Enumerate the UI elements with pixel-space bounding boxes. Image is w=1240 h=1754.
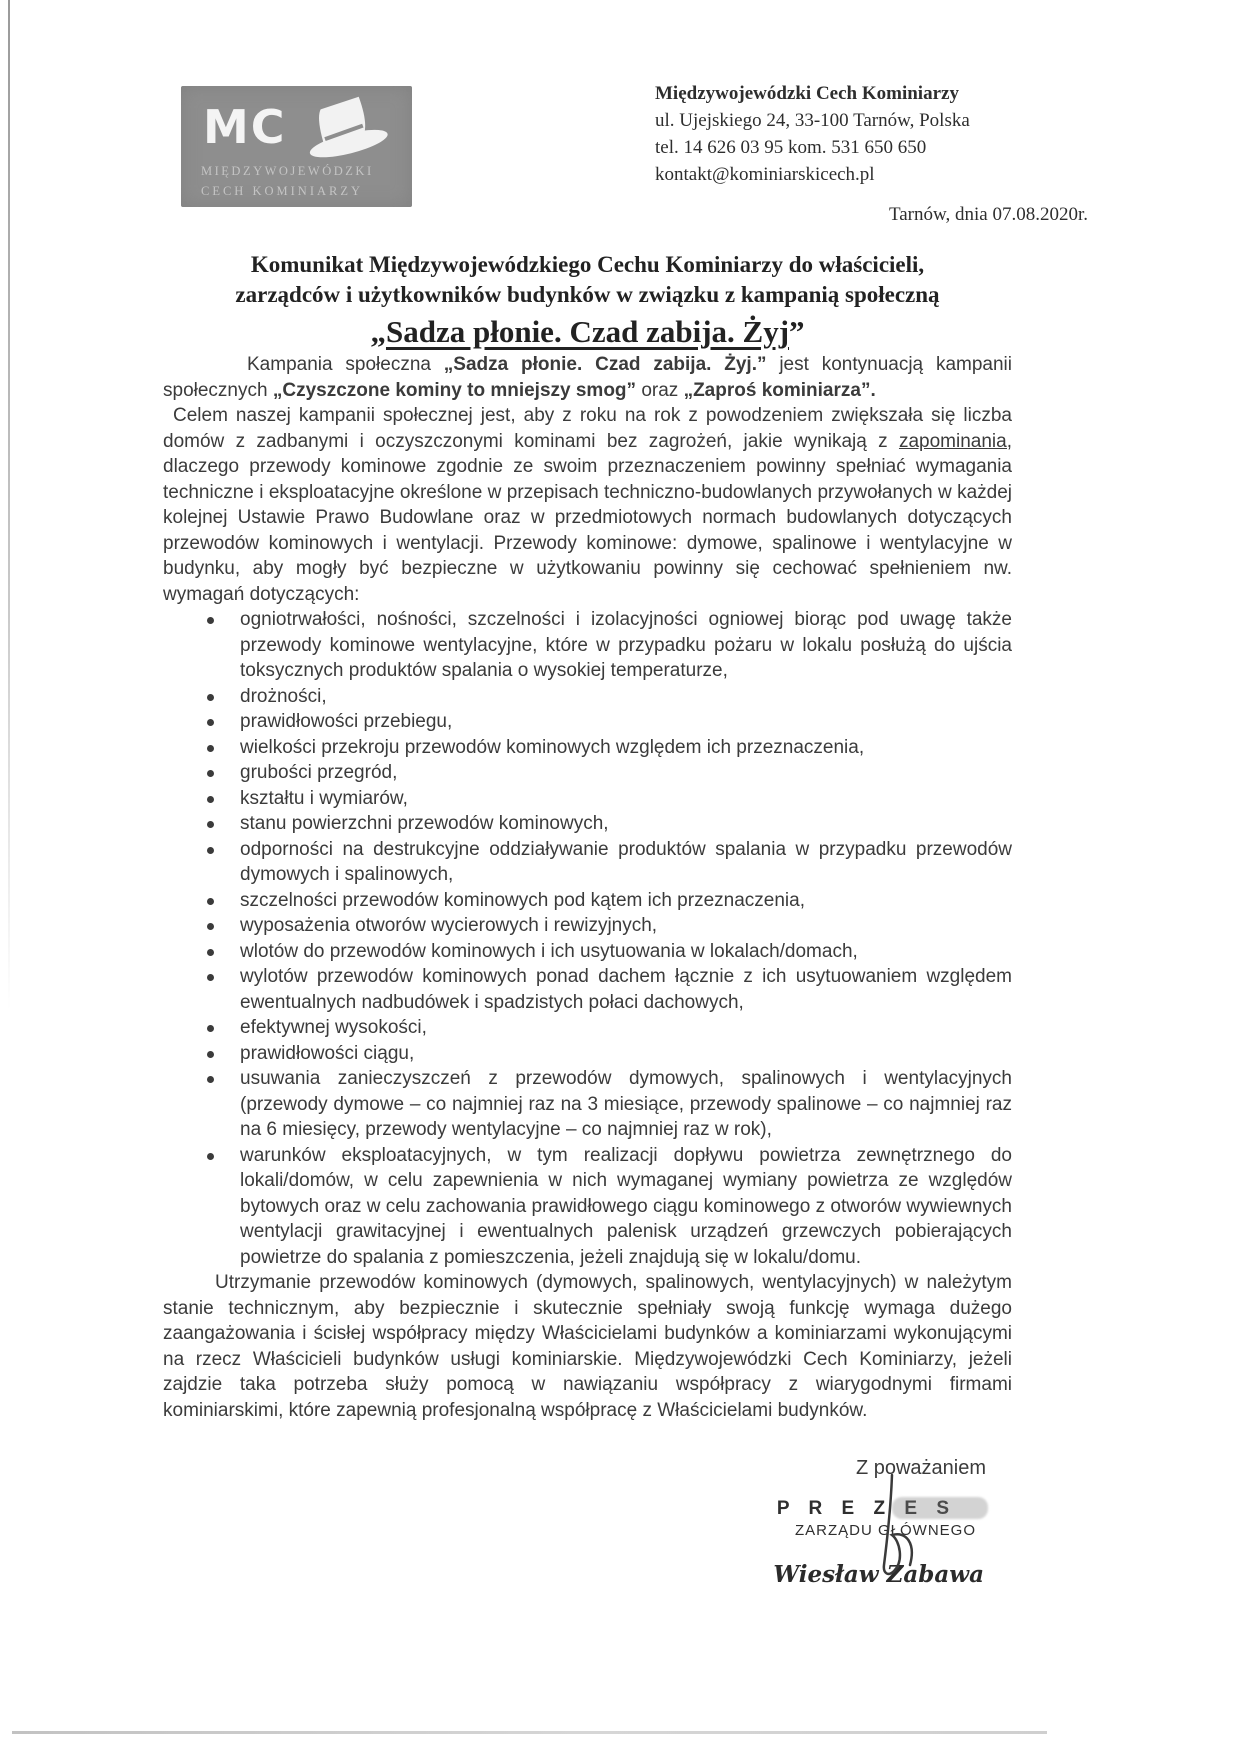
bullet-item: szczelności przewodów kominowych pod kątem ich przeznaczenia, xyxy=(205,888,1012,914)
bullet-item: warunków eksploatacyjnych, w tym realizacji dopływu powietrza zewnętrznego do lokali/domów, w celu zapewnienia w nich wymaganej wymiany powietrza ze względów bytowych oraz w celu zachowania prawidłowego ciągu kominowego z otworów wywiewnych wentylacji grawitacyjnej i ewentualnych palenisk urządzeń grzewczych pobierających powietrze do spalania z pomieszczenia, jeżeli znajdują się w lokalu/domu. xyxy=(205,1143,1012,1271)
paragraph-campaign-goal: Celem naszej kampanii społecznej jest, aby z roku na rok z powodzeniem zwiększała się liczba domów z zadbanymi i oczyszczonymi kominami bez zagrożeń, jakie wynikają z zapominania, dlaczego przewody kominowe zgodnie ze swoim przeznaczeniem powinny spełniać wymagania techniczne i eksploatacyjne określone w przepisach techniczno-budowlanych przywołanych w każdej kolejnej Ustawie Prawo Budowlane oraz w przedmiotowych normach budowlanych dotyczących przewodów kominowych i wentylacji. Przewody kominowe: dymowe, spalinowe i wentylacyjne w budynku, aby mogły być bezpieczne w użytkowaniu powinny się cechować spełnieniem nw. wymagań dotyczących: xyxy=(163,405,1012,605)
signer-role-line1: P R E Z E S xyxy=(776,1498,956,1519)
signature-block xyxy=(163,1457,1012,1588)
bullet-item: usuwania zanieczyszczeń z przewodów dymowych, spalinowych i wentylacyjnych (przewody dymowe – co najmniej raz na 3 miesiące, przewody spalinowe – co najmniej raz na 6 miesięcy, przewody wentylacyjne – co najmniej raz w rok), xyxy=(205,1066,1012,1143)
bullet-item: grubości przegród, xyxy=(205,760,1012,786)
paragraph-closing: Utrzymanie przewodów kominowych (dymowych, spalinowych, wentylacyjnych) w należytym stanie technicznym, aby bezpiecznie i skutecznie spełniały swoją funkcję wymaga dużego zaangażowania i ścisłej współpracy między Właścicielami budynków a kominiarzami wykonującymi na rzecz Właścicieli budynków usługi kominiarskie. Międzywojewódzki Cech Kominiarzy, jeżeli zajdzie taka potrzeba służy pomocą w nawiązaniu współpracy z wiarygodnymi firmami kominiarskimi, które zapewnią profesjonalną współpracę z Właścicielami budynków. xyxy=(163,1272,1012,1421)
bullet-item: prawidłowości ciągu, xyxy=(205,1041,1012,1067)
bullet-item: odporności na destrukcyjne oddziaływanie produktów spalania w przypadku przewodów dymowych i spalinowych, xyxy=(205,837,1012,888)
signature-name: Wiesław Zabawa xyxy=(773,1561,984,1588)
requirements-bullet-list xyxy=(163,607,1012,1270)
bullet-item: wlotów do przewodów kominowych i ich usytuowania w lokalach/domach, xyxy=(205,939,1012,965)
org-name: Międzywojewódzki Cech Kominiarzy xyxy=(655,83,959,104)
doc-title-line1: Komunikat Międzywojewódzkiego Cechu Kominiarzy do właścicieli, xyxy=(250,252,925,277)
bullet-item: wyposażenia otworów wycierowych i rewizyjnych, xyxy=(205,913,1012,939)
scan-artifact-bottom-line xyxy=(12,1731,1047,1734)
bullet-item: wylotów przewodów kominowych ponad dachem łącznie z ich usytuowaniem względem ewentualnych nadbudówek i spadzistych połaci dachowych, xyxy=(205,964,1012,1015)
logo-caption-line2: CECH KOMINIARZY xyxy=(201,184,364,198)
campaign-title: „Sadza płonie. Czad zabija. Żyj” xyxy=(370,314,805,349)
stamp-mark xyxy=(892,1497,988,1519)
signer-role-line2: ZARZĄDU GŁÓWNEGO xyxy=(794,1522,976,1539)
scan-artifact-left-line xyxy=(8,0,10,1010)
logo-abbr: MC xyxy=(203,100,287,154)
bullet-item: efektywnej wysokości, xyxy=(205,1015,1012,1041)
bullet-item: drożności, xyxy=(205,684,1012,710)
top-hat-icon xyxy=(292,84,398,173)
bullet-item: ogniotrwałości, nośności, szczelności i izolacyjności ogniowej biorąc pod uwagę także przewody kominowe wentylacyjne, które w przypadku pożaru w lokalu posłużą do ujścia toksycznych produktów spalania o wysokiej temperaturze, xyxy=(205,607,1012,684)
letter-body xyxy=(163,250,1012,1588)
bullet-item: wielkości przekroju przewodów kominowych względem ich przeznaczenia, xyxy=(205,735,1012,761)
closing-salutation: Z poważaniem xyxy=(855,1457,986,1479)
letterhead-contact-block xyxy=(655,80,970,188)
bullet-item: prawidłowości przebiegu, xyxy=(205,709,1012,735)
bullet-item: stanu powierzchni przewodów kominowych, xyxy=(205,811,1012,837)
paragraph-campaign-intro: Kampania społeczna „Sadza płonie. Czad zabija. Żyj.” jest kontynuacją kampanii społecznych „Czyszczone kominy to mniejszy smog” oraz „Zaproś kominiarza”. xyxy=(163,354,1013,401)
org-email: kontakt@kominiarskicech.pl xyxy=(655,164,875,185)
logo-caption-line1: MIĘDZYWOJEWÓDZKI xyxy=(201,164,374,178)
bullet-item: kształtu i wymiarów, xyxy=(205,786,1012,812)
org-phone: tel. 14 626 03 95 kom. 531 650 650 xyxy=(655,137,927,158)
org-address: ul. Ujejskiego 24, 33-100 Tarnów, Polska xyxy=(655,110,970,131)
doc-title-line2: zarządców i użytkowników budynków w związku z kampanią społeczną xyxy=(235,282,940,307)
place-and-date-line: Tarnów, dnia 07.08.2020r. xyxy=(888,204,1088,225)
guild-logo xyxy=(181,86,412,207)
